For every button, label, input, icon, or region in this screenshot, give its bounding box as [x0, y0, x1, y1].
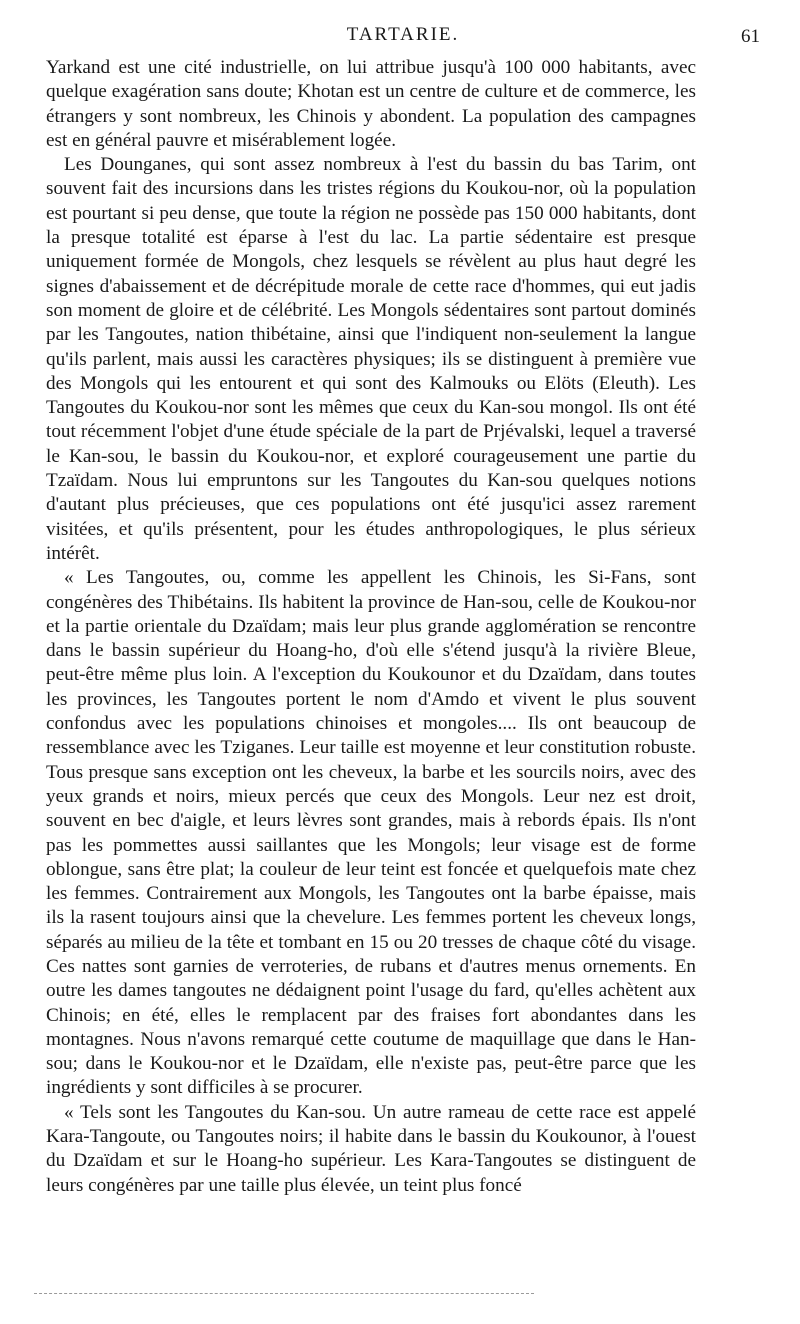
body-text [46, 56, 696, 1198]
paragraph-1: Yarkand est une cité industrielle, on lui attribue jusqu'à 100 000 habitants, avec quelque exagération sans doute; Khotan est un centre de culture et de commerce, les étrangers y sont nombreux, les Chinois y abondent. La population des campagnes est en général pauvre et misérablement logée. [46, 57, 696, 151]
page-header [46, 24, 760, 54]
page-number: 61 [741, 26, 760, 47]
paragraph-4: « Tels sont les Tangoutes du Kan-sou. Un autre rameau de cette race est appelé Kara-Tangoute, ou Tangoutes noirs; il habite dans le bassin du Koukounor, à l'ouest du Dzaïdam et sur le Hoang-ho supérieur. Les Kara-Tangoutes se distinguent de leurs congénères par une taille plus élevée, un teint plus foncé [46, 1101, 696, 1196]
paragraph-3: « Les Tangoutes, ou, comme les appellent les Chinois, les Si-Fans, sont congénères des Thibétains. Ils habitent la province de Han-sou, celle de Koukou-nor et la partie orientale du Dzaïdam; mais leur plus grande agglomération se rencontre dans le bassin supérieur du Hoang-ho, d'où elle s'étend jusqu'à la rivière Bleue, peut-être même plus loin. A l'exception du Koukounor et du Dzaïdam, dans toutes les provinces, les Tangoutes portent le nom d'Amdo et vivent le plus souvent confondus avec les populations chinoises et mongoles.... Ils ont beaucoup de ressemblance avec les Tziganes. Leur taille est moyenne et leur constitution robuste. Tous presque sans exception ont les cheveux, la barbe et les sourcils noirs, avec des yeux grands et noirs, mieux percés que ceux des Mongols. Leur nez est droit, souvent en bec d'aigle, et leurs lèvres sont grandes, mais à rebords épais. Ils n'ont pas les pommettes aussi saillantes que les Mongols; leur visage est de forme oblongue, sans être plat; la couleur de leur teint est foncée et quelquefois mate chez les femmes. Contrairement aux Mongols, les Tangoutes ont la barbe épaisse, mais ils la rasent toujours ainsi que la chevelure. Les femmes portent les cheveux longs, séparés au milieu de la tête et tombant en 15 ou 20 tresses de chaque côté du visage. Ces nattes sont garnies de verroteries, de rubans et d'autres menus ornements. En outre les dames tangoutes ne dédaignent point l'usage du fard, qu'elles achètent aux Chinois; en été, elles le remplacent par des fraises fort abondantes dans les montagnes. Nous n'avons remarqué cette coutume de maquillage que dans le Han-sou; dans le Koukou-nor et le Dzaïdam, elle n'existe pas, peut-être parce que les ingrédients y sont difficiles à se procurer. [46, 567, 696, 1099]
paragraph-2: Les Dounganes, qui sont assez nombreux à l'est du bassin du bas Tarim, ont souvent fait des incursions dans les tristes régions du Koukou-nor, où la population est pourtant si peu dense, que toute la région ne possède pas 150 000 habitants, dont la presque totalité est éparse à l'est du lac. La partie sédentaire est presque uniquement formée de Mongols, chez lesquels se révèlent au plus haut degré les signes d'abaissement et de décrépitude morale de cette race d'hommes, qui eut jadis son moment de gloire et de célébrité. Les Mongols sédentaires sont partout dominés par les Tangoutes, nation thibétaine, ainsi que l'indiquent non-seulement la langue qu'ils parlent, mais aussi les caractères physiques; ils se distinguent à première vue des Mongols qui les entourent et qui sont des Kalmouks ou Elöts (Eleuth). Les Tangoutes du Koukou-nor sont les mêmes que ceux du Kan-sou mongol. Ils ont été tout récemment l'objet d'une étude spéciale de la part de Prjévalski, lequel a traversé le Kan-sou, le bassin du Koukou-nor, et exploré courageusement une partie du Tzaïdam. Nous lui empruntons sur les Tangoutes du Kan-sou quelques notions d'autant plus précieuses, que ces populations ont été jusqu'ici assez rarement visitées, et qu'ils présentent, pour les études anthropologiques, le plus sérieux intérêt. [46, 154, 696, 564]
footer-rule [34, 1293, 534, 1294]
running-head: TARTARIE. [346, 24, 460, 45]
